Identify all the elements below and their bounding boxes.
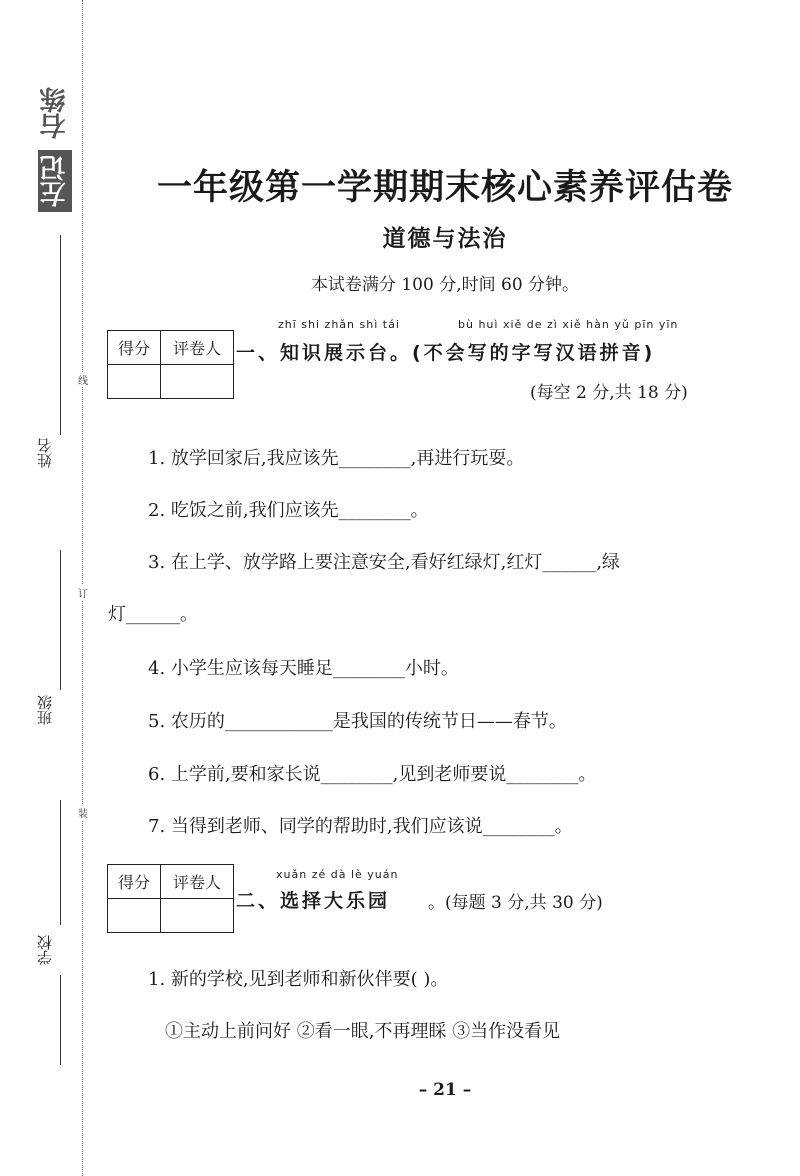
page-number: – 21 – <box>418 1080 472 1100</box>
section1-heading: 一、知识展示台。(不会写的字写汉语拼音) <box>236 342 656 364</box>
score-box-1 <box>107 330 234 399</box>
question-1-5: 5. 农历的____________是我国的传统节日——春节。 <box>148 711 567 732</box>
pinyin-section1-a: zhī shi zhǎn shì tái <box>278 318 400 331</box>
question-1-3-cont: 灯______。 <box>108 604 198 625</box>
question-1-4: 4. 小学生应该每天睡足________小时。 <box>148 658 459 679</box>
grader-label: 评卷人 <box>161 331 234 365</box>
pinyin-section2: xuǎn zé dà lè yuán <box>276 868 399 881</box>
score-label: 得分 <box>108 865 161 899</box>
pinyin-section1-b: bù huì xiě de zì xiě hàn yǔ pīn yīn <box>458 318 679 331</box>
page-title: 一年级第一学期期末核心素养评估卷 <box>156 167 733 208</box>
school-field-line-lower <box>60 975 61 1065</box>
cut-mark-line: 线 <box>76 372 90 387</box>
class-field-label: 班级 <box>36 695 54 725</box>
question-2-1: 1. 新的学校,见到老师和新伙伴要( )。 <box>148 969 449 990</box>
cut-mark-order: 订 <box>76 585 90 600</box>
question-2-1-options: ①主动上前问好 ②看一眼,不再理睬 ③当作没看见 <box>165 1021 561 1042</box>
cut-mark-bind: 装 <box>76 805 90 820</box>
question-1-2: 2. 吃饭之前,我们应该先________。 <box>148 500 429 521</box>
class-field-line <box>60 550 61 690</box>
question-1-1: 1. 放学回家后,我应该先________,再进行玩耍。 <box>148 448 525 469</box>
grader-cell[interactable] <box>161 899 234 933</box>
brand-logo <box>38 78 74 218</box>
name-field-label: 姓名 <box>36 438 54 468</box>
brand-left-text: 左记 <box>38 150 72 212</box>
section1-points: (每空 2 分,共 18 分) <box>530 383 688 403</box>
score-cell[interactable] <box>108 899 161 933</box>
exam-note: 本试卷满分 100 分,时间 60 分钟。 <box>310 275 580 295</box>
question-1-6: 6. 上学前,要和家长说________,见到老师要说________。 <box>148 764 597 785</box>
name-field-line <box>60 235 61 435</box>
score-label: 得分 <box>108 331 161 365</box>
grader-label: 评卷人 <box>161 865 234 899</box>
subject-title: 道德与法治 <box>382 226 508 252</box>
brand-right-text: 右练 <box>40 87 70 139</box>
school-field-label: 学校 <box>36 935 54 965</box>
section2-points: 。(每题 3 分,共 30 分) <box>428 893 603 913</box>
score-cell[interactable] <box>108 365 161 399</box>
section2-heading: 二、选择大乐园 <box>236 890 391 912</box>
question-1-3: 3. 在上学、放学路上要注意安全,看好红绿灯,红灯______,绿 <box>148 552 621 573</box>
score-box-2 <box>107 864 234 933</box>
question-1-7: 7. 当得到老师、同学的帮助时,我们应该说________。 <box>148 816 573 837</box>
grader-cell[interactable] <box>161 365 234 399</box>
school-field-line <box>60 800 61 925</box>
